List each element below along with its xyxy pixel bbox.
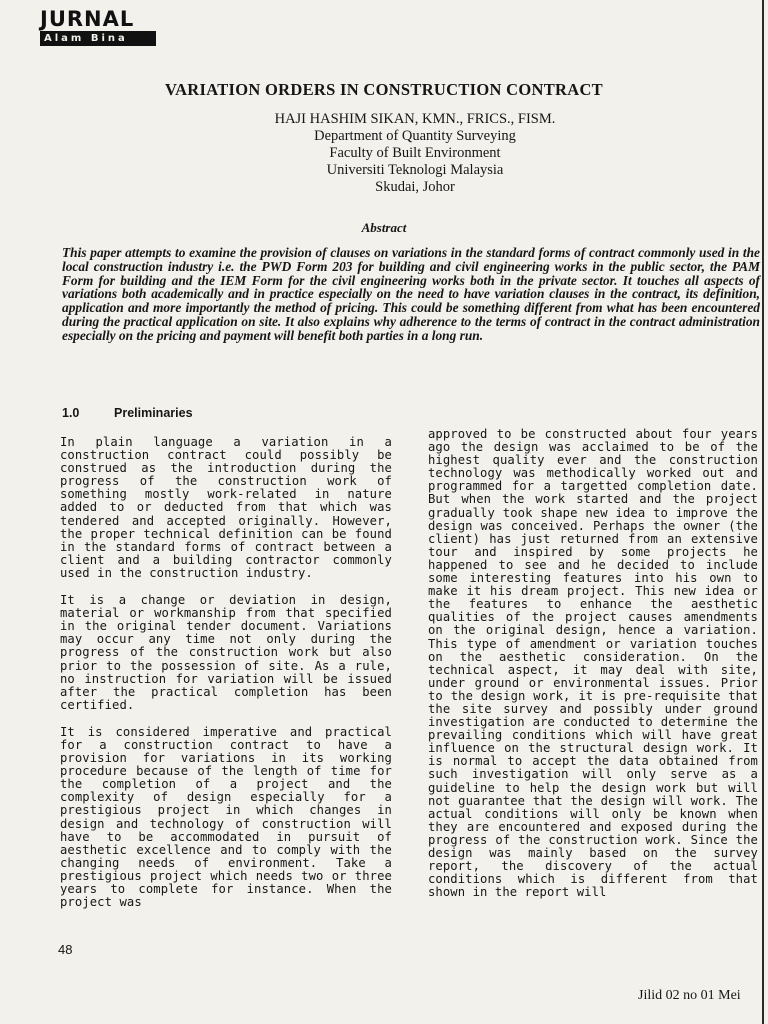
journal-logo-title: JURNAL (40, 7, 135, 31)
journal-masthead (40, 8, 158, 46)
left-column (60, 436, 392, 923)
author-block (230, 111, 600, 196)
body-paragraph: In plain language a variation in a construction contract could possibly be construed as the introduction during the progress of the construction work of something mostly work-related in nature added to or deducted from that which was tendered and accepted originally. However, the proper technical definition can be found in the standard forms of contract between a client and a building contractor commonly used in the construction industry. (60, 435, 392, 580)
section-number: 1.0 (62, 406, 80, 420)
journal-logo-subtitle: Alam Bina (40, 31, 156, 46)
abstract-heading: Abstract (361, 220, 407, 235)
issue-footer: Jilid 02 no 01 Mei (638, 988, 741, 1003)
body-paragraph: approved to be constructed about four years ago the design was acclaimed to be of the highest quality ever and the construction technology was methodically worked out and programmed for a targetted completion date. But when the work started and the project gradually took shape new idea to improve the design was conceived. Perhaps the owner (the client) has just returned from an extensive tour and inspired by some projects he happened to see and he decided to include some interesting features into his own to make it his dream project. This new idea or the features to enhance the aesthetic qualities of the project causes amendments on the original design, hence a variation. This type of amendment or variation touches on the aesthetic consideration. On the technical aspect, it may deal with site, under ground or environmental issues. Prior to the design work, it is pre-requisite that the site survey and possibly under ground investigation are conducted to determine the prevailing conditions which will have great influence on the structural design work. It is normal to accept the data obtained from such investigation will only serve as a guideline to help the design work but will not guarantee that the design will work. The actual conditions will only be known when they are encountered and exposed during the progress of the construction work. Since the design was mainly based on the survey report, the discovery of the actual conditions which is different from that shown in the report will (428, 427, 758, 900)
paper-title: VARIATION ORDERS IN CONSTRUCTION CONTRACT (164, 80, 603, 99)
body-paragraph: It is a change or deviation in design, material or workmanship from that specified in the original tender document. Variations may occur any time not only during the progress of the construction work but also prior to the possession of site. As a rule, no instruction for variation will be issued after the practical completion has been certified. (60, 593, 392, 712)
section-title: Preliminaries (114, 406, 193, 420)
abstract-text: This paper attempts to examine the provision of clauses on variations in the standard forms of contract commonly used in the local construction industry i.e. the PWD Form 203 for building and civil engineering works in the public sector, the PAM Form for building and the IEM Form for the civil engineering works both in the private sector. It touches all aspects of variations both academically and in practice especially on the need to have variation clauses in the contract, its definition, application and more importantly the method of pricing. This could be something different from what has been encountered during the practical application on site. It also explains why adherence to the terms of contract in the contract administration especially on the pricing and payment will benefit both parties in a long run. (62, 245, 760, 343)
author-university: Universiti Teknologi Malaysia (326, 162, 504, 178)
author-department: Department of Quantity Surveying (314, 128, 516, 144)
page-number: 48 (58, 942, 73, 957)
page-edge-divider (762, 0, 764, 1024)
body-paragraph: It is considered imperative and practical for a construction contract to have a provision for variations in its working procedure because of the length of time for the completion of a project and the complexity of design especially for a prestigious project in which changes in design and technology of construction will have to be accommodated in pursuit of aesthetic excellence and to comply with the changing needs of environment. Take a prestigious project which needs two or three years to complete for instance. When the project was (60, 724, 392, 910)
right-column (428, 428, 758, 913)
section-heading (62, 406, 193, 420)
author-name: HAJI HASHIM SIKAN, KMN., FRICS., FISM. (274, 111, 556, 127)
author-faculty: Faculty of Built Environment (329, 145, 501, 161)
author-location: Skudai, Johor (375, 179, 455, 195)
